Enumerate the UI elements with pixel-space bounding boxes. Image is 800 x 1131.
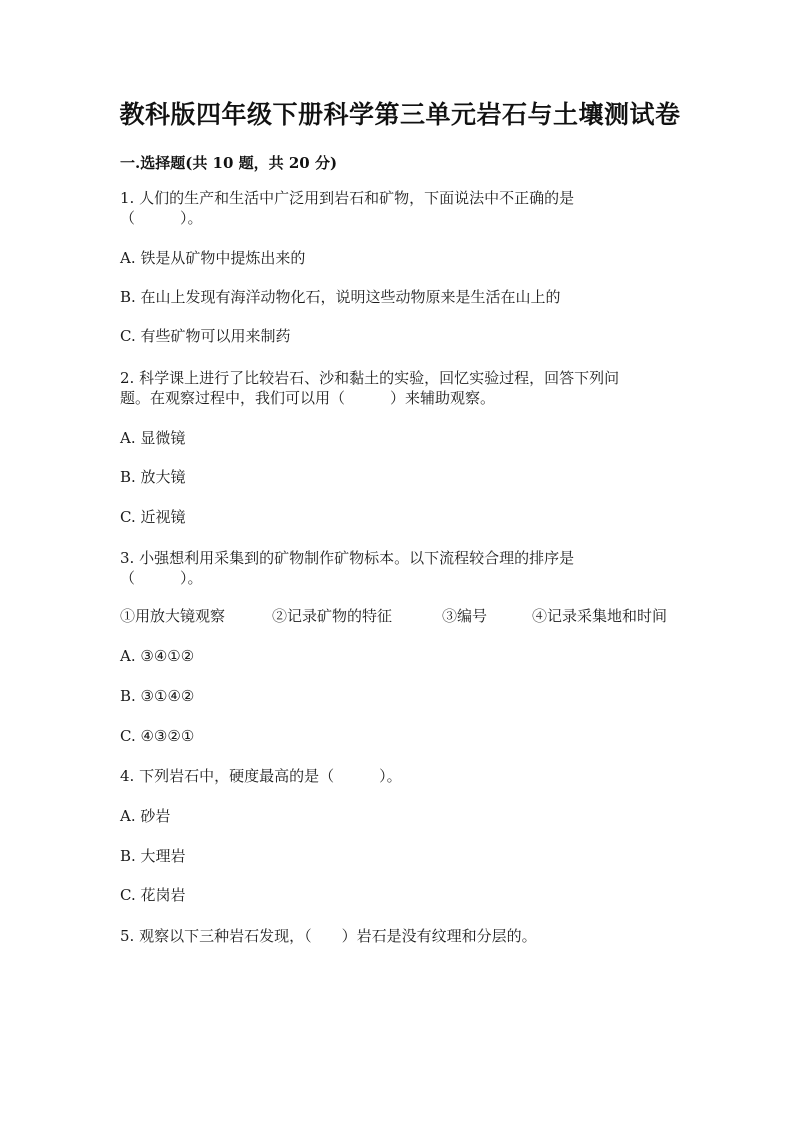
question-4-option-a: A. 砂岩 <box>120 807 171 825</box>
question-3-blank: （ ）。 <box>120 569 203 587</box>
question-4-option-c: C. 花岗岩 <box>120 886 186 904</box>
question-3-text: 3. 小强想利用采集到的矿物制作矿物标本。以下流程较合理的排序是 <box>120 549 575 567</box>
question-3-step-3: ③编号 <box>442 607 488 625</box>
question-3-option-c: C. ④③②① <box>120 727 195 745</box>
question-2-text: 2. 科学课上进行了比较岩石、沙和黏土的实验，回忆实验过程，回答下列问 <box>120 369 620 387</box>
question-3-step-1: ①用放大镜观察 <box>120 607 226 625</box>
section-heading: 一.选择题(共 10 题，共 20 分) <box>120 154 338 172</box>
question-2-option-c: C. 近视镜 <box>120 508 186 526</box>
question-3-option-b: B. ③①④② <box>120 687 195 705</box>
question-5-text: 5. 观察以下三种岩石发现，（ ）岩石是没有纹理和分层的。 <box>120 927 537 945</box>
question-4-text: 4. 下列岩石中，硬度最高的是（ ）。 <box>120 767 402 785</box>
question-1-option-a: A. 铁是从矿物中提炼出来的 <box>120 249 306 267</box>
question-3-option-a: A. ③④①② <box>120 647 195 665</box>
question-4-option-b: B. 大理岩 <box>120 847 186 865</box>
question-1-option-c: C. 有些矿物可以用来制药 <box>120 327 291 345</box>
question-3-step-4: ④记录采集地和时间 <box>532 607 668 625</box>
page-title: 教科版四年级下册科学第三单元岩石与土壤测试卷 <box>119 100 681 129</box>
question-2-text-cont: 题。在观察过程中，我们可以用（ ）来辅助观察。 <box>120 389 496 407</box>
question-2-option-b: B. 放大镜 <box>120 468 186 486</box>
question-3-step-2: ②记录矿物的特征 <box>272 607 393 625</box>
question-1-option-b: B. 在山上发现有海洋动物化石，说明这些动物原来是生活在山上的 <box>120 288 561 306</box>
question-2-option-a: A. 显微镜 <box>120 429 186 447</box>
question-1-text: 1. 人们的生产和生活中广泛用到岩石和矿物，下面说法中不正确的是 <box>120 189 575 207</box>
question-1-blank: （ ）。 <box>120 209 203 227</box>
question-3-steps <box>120 606 667 626</box>
